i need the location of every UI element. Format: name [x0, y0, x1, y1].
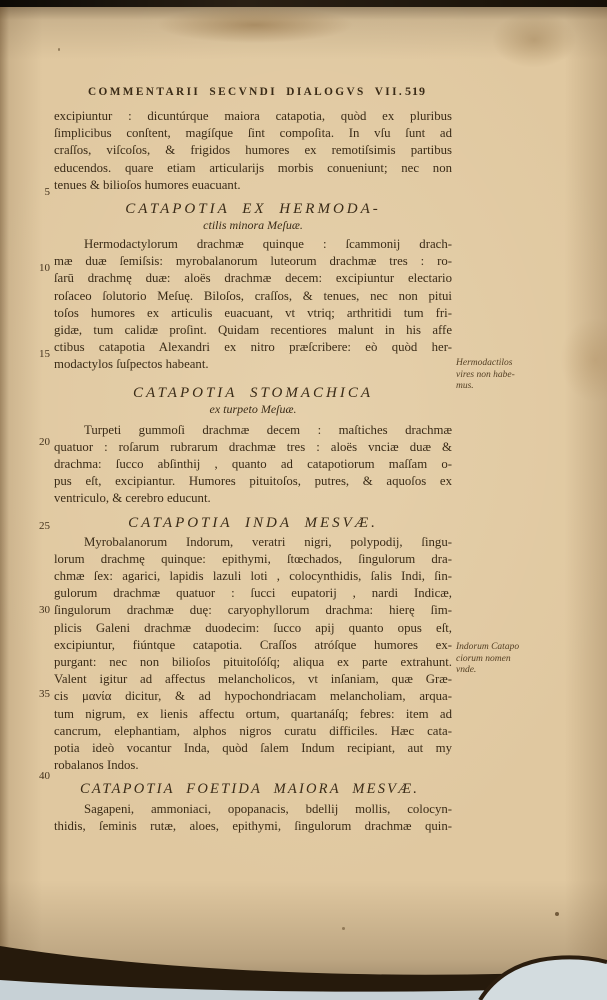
text-block — [54, 108, 452, 835]
section-stomachica-heading-block — [54, 384, 452, 416]
text-line: ſingulorum drachmæ duę: caryophyllorum drachma: hierę ſim- — [54, 603, 452, 618]
line-number-35: 35 — [39, 688, 50, 700]
paragraph-foetida — [54, 801, 452, 835]
text-line: excipiuntur, fiúntque catapotia. Craſſos atróſque humores ex- — [54, 637, 452, 652]
text-line: cis μανία dicitur, & ad hypochondriacam melancholiam, arqua- — [54, 689, 452, 704]
scan-top-edge — [0, 0, 607, 7]
margin-note-line: vires non habe- — [456, 369, 515, 380]
text-line: plicis Galeni drachmæ duodecim: ſucco apij quanto opus eſt, — [54, 620, 452, 635]
section-inda-heading-block — [54, 514, 452, 532]
text-line: chmæ ſex: agarici, lapidis lazuli loti , colocynthidis, ſalis Indi, ſin- — [54, 569, 452, 584]
subheading-hermodactilis: ctilis minora Meſuæ. — [203, 218, 303, 233]
running-head-row — [54, 84, 452, 99]
margin-note-line: Hermodactilos — [456, 358, 513, 368]
text-line: lorum drachmę quinque: epithymi, ſtœchados, ſingulorum dra- — [54, 551, 452, 566]
heading-catapotia-foetida: CATAPOTIA FOETIDA MAIORA MESVÆ. — [80, 780, 420, 797]
text-line: ſimplicibus conſtent, magíſque ſint compoſita. In vſu ſunt ad — [54, 126, 452, 141]
text-line: drachma: ſucco abſinthij , quanto ad catapotiorum maſſam o- — [54, 457, 452, 472]
line-number-30: 30 — [39, 604, 50, 616]
page-bottom-edge — [0, 928, 607, 1000]
line-number-5: 5 — [44, 186, 50, 198]
text-line: pus eſt, excipiantur. Humores pituitoſos, putres, & aquoſos ex — [54, 474, 452, 489]
text-line: ſarū drachmę duæ: aloës drachmæ decem: excipiuntur electario — [54, 271, 452, 286]
margin-note-line: ciorum nomen — [456, 653, 511, 664]
margin-note-line: vnde. — [456, 665, 477, 675]
text-line: tum nigrum, ex lienis affectu ortum, quartanáſq; febres: item ad — [54, 706, 452, 721]
text-line: thidis, ſeminis rutæ, aloes, epithymi, ſingulorum drachmæ quin- — [54, 818, 452, 833]
text-line: robalanos Indos. — [54, 758, 139, 773]
heading-catapotia-stomachica: CATAPOTIA STOMACHICA — [132, 384, 374, 401]
line-number-40: 40 — [39, 770, 50, 782]
text-line: educendos. quare etiam articularijs morbis conueniunt; nec non — [54, 160, 452, 175]
book-edge-shadow-graphic — [0, 928, 607, 1000]
text-line: cancrum, elephantiam, alphos nigros curatu difficiles. Hæc cata- — [54, 723, 452, 738]
text-line: tenues & bilioſos humores euacuant. — [54, 177, 241, 192]
text-line: Valent igitur ad affectus melancholicos, vt inſaniam, quæ Græ- — [54, 672, 452, 687]
margin-note-indorum — [456, 642, 560, 677]
text-line: quatuor : roſarum rubrarum drachmæ tres : aloës vnciæ duæ & — [54, 439, 452, 454]
text-line: Sagapeni, ammoniaci, opopanacis, bdellij mollis, colocyn- — [84, 801, 452, 816]
text-line: mæ duæ ſemiſsis: myrobalanorum luteorum drachmæ tres : ro- — [54, 254, 452, 269]
section-foetida-heading-block — [54, 780, 452, 798]
text-line: ctibus catapotia Alexandri ex nitro præſcribere: eò quòd her- — [54, 340, 452, 355]
text-line: ventriculo, & cerebro educunt. — [54, 491, 211, 506]
text-line: roſaceo ſolutorio Meſuę. Biloſos, craſſos, & tenues, nec non pitui — [54, 288, 452, 303]
paragraph-stomachica — [54, 422, 452, 508]
subheading-stomachica: ex turpeto Meſuæ. — [209, 401, 297, 416]
text-line: potia ideò vocantur Inda, quòd ſalem Indum recipiant, aut my — [54, 741, 452, 756]
text-line: Hermodactylorum drachmæ quinque : ſcammonij drach- — [84, 237, 452, 252]
paper-speck — [555, 912, 559, 916]
margin-note-line: Indorum Catapo — [456, 642, 520, 652]
paragraph-hermodactilis — [54, 236, 452, 374]
margin-note-hermodactilos — [456, 358, 560, 393]
text-line: Myrobalanorum Indorum, veratri nigri, polypodij, ſingu- — [84, 534, 452, 549]
line-number-25: 25 — [39, 520, 50, 532]
heading-catapotia-inda: CATAPOTIA INDA MESVÆ. — [128, 514, 378, 531]
paragraph-inda — [54, 534, 452, 775]
text-line: Turpeti gummoſi drachmæ decem : maſtiches drachmæ — [84, 422, 452, 437]
text-line: gulorum drachmæ quatuor : ſucci eupatorij , nardi Indicæ, — [54, 586, 452, 601]
running-head: COMMENTARII SECVNDI DIALOGVS VII. — [88, 86, 405, 98]
paper-speck — [58, 48, 60, 51]
line-number-10: 10 — [39, 262, 50, 274]
text-line: craſſos, viſcoſos, & frigidos humores ex remotiſsimis partibus — [54, 143, 452, 158]
text-line: gidæ, tum calidæ proſint. Quidam recentiores malunt in his affe — [54, 323, 452, 338]
line-number-20: 20 — [39, 436, 50, 448]
page-number: 519 — [405, 84, 426, 98]
margin-note-line: mus. — [456, 381, 474, 391]
text-line: excipiuntur : dicuntúrque maiora catapotia, quòd ex pluribus — [54, 109, 452, 123]
heading-catapotia-ex-hermodactilis: CATAPOTIA EX HERMODA- — [125, 201, 381, 218]
text-line: purgant: nec non bilioſos pituitoſóſq; aliqua ex parte extrahunt. — [54, 655, 452, 670]
line-number-15: 15 — [39, 348, 50, 360]
text-line: modactylos ſuſpectos habeant. — [54, 357, 209, 372]
text-line: toſos humores ex articulis euacuant, vt vtriq; arthritidi tum fri- — [54, 305, 452, 320]
section-hermodactilis-heading-block — [54, 200, 452, 232]
paragraph-continuation — [54, 108, 452, 194]
